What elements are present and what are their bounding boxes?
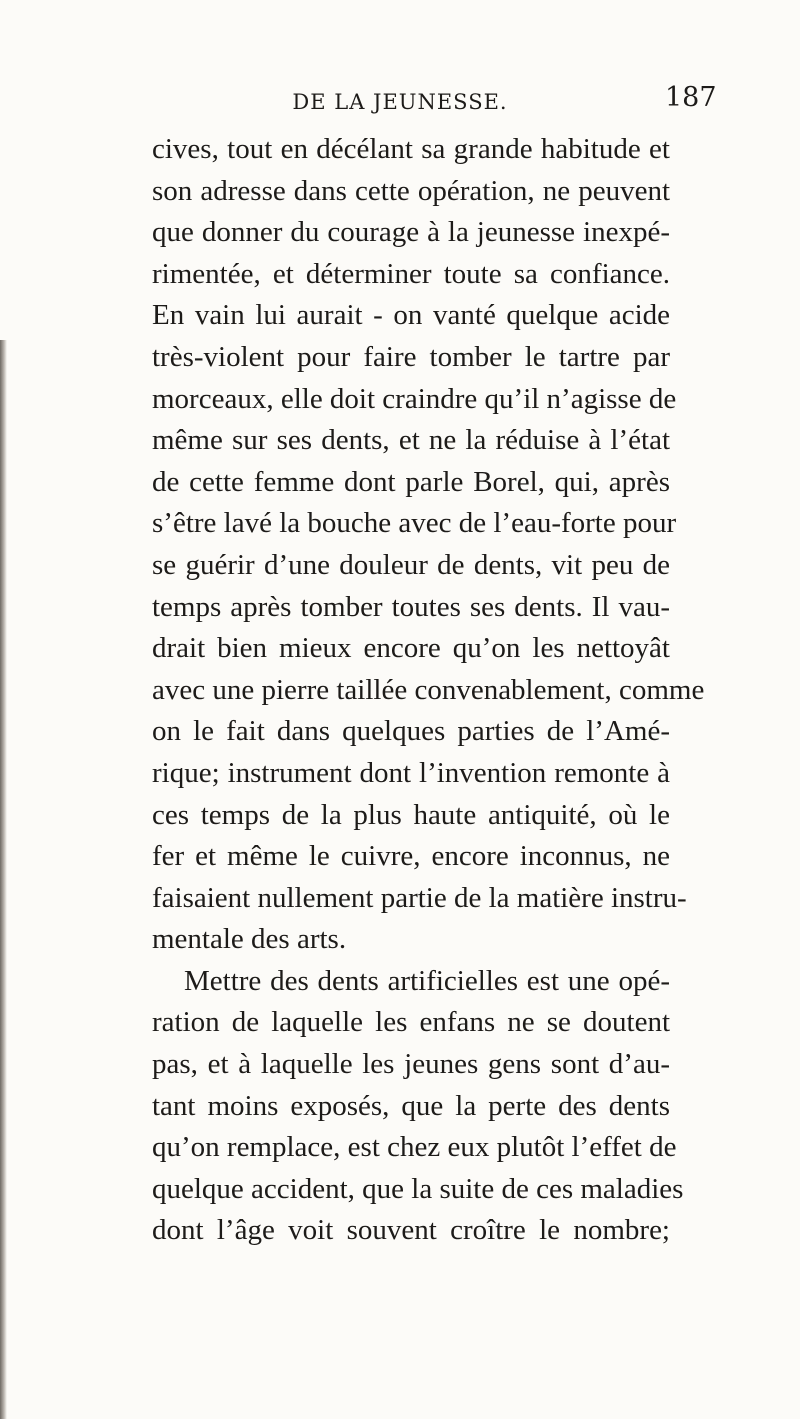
text-line: même sur ses dents, et ne la réduise à l’état [152, 424, 670, 457]
running-head [0, 80, 800, 120]
text-line: que donner du courage à la jeunesse inexpé- [152, 216, 670, 249]
text-line: rimentée, et déterminer toute sa confiance. [152, 257, 670, 290]
paragraph-start-line: Mettre des dents artificielles est une opé- [184, 964, 670, 997]
text-line: pas, et à laquelle les jeunes gens sont d’au- [152, 1048, 670, 1081]
text-line: de cette femme dont parle Borel, qui, après [152, 465, 670, 498]
paragraph-end-line: mentale des arts. [152, 923, 347, 956]
text-line: cives, tout en décélant sa grande habitude et [152, 133, 670, 165]
text-line: temps après tomber toutes ses dents. Il vau- [152, 590, 670, 623]
text-line: dont l’âge voit souvent croître le nombre; [152, 1214, 670, 1247]
text-line: ces temps de la plus haute antiquité, où le [152, 798, 670, 831]
text-line: En vain lui aurait - on vanté quelque acide [152, 299, 670, 332]
running-head-title: DE LA JEUNESSE. [292, 90, 508, 114]
text-line: qu’on remplace, est chez eux plutôt l’effet de [152, 1131, 677, 1164]
body-text [152, 129, 705, 1252]
text-line: ration de laquelle les enfans ne se doutent [152, 1006, 670, 1039]
text-line: très-violent pour faire tomber le tartre par [152, 340, 670, 373]
text-line: on le fait dans quelques parties de l’Amé- [152, 715, 670, 748]
text-line: faisaient nullement partie de la matière instru- [152, 881, 687, 914]
text-line: son adresse dans cette opération, ne peuvent [152, 174, 670, 207]
page-binding-shadow [0, 340, 7, 1419]
text-line: rique; instrument dont l’invention remonte à [152, 756, 670, 789]
text-line: se guérir d’une douleur de dents, vit peu de [152, 548, 670, 581]
page-number: 187 [665, 82, 717, 113]
text-line: quelque accident, que la suite de ces maladies [152, 1172, 684, 1205]
text-line: morceaux, elle doit craindre qu’il n’agisse de [152, 382, 677, 415]
text-line: tant moins exposés, que la perte des dents [152, 1089, 670, 1122]
text-line: s’être lavé la bouche avec de l’eau-forte pour [152, 507, 677, 540]
text-line: drait bien mieux encore qu’on les nettoyât [152, 632, 670, 665]
text-line: avec une pierre taillée convenablement, comme [152, 673, 705, 706]
text-line: fer et même le cuivre, encore inconnus, ne [152, 840, 670, 873]
